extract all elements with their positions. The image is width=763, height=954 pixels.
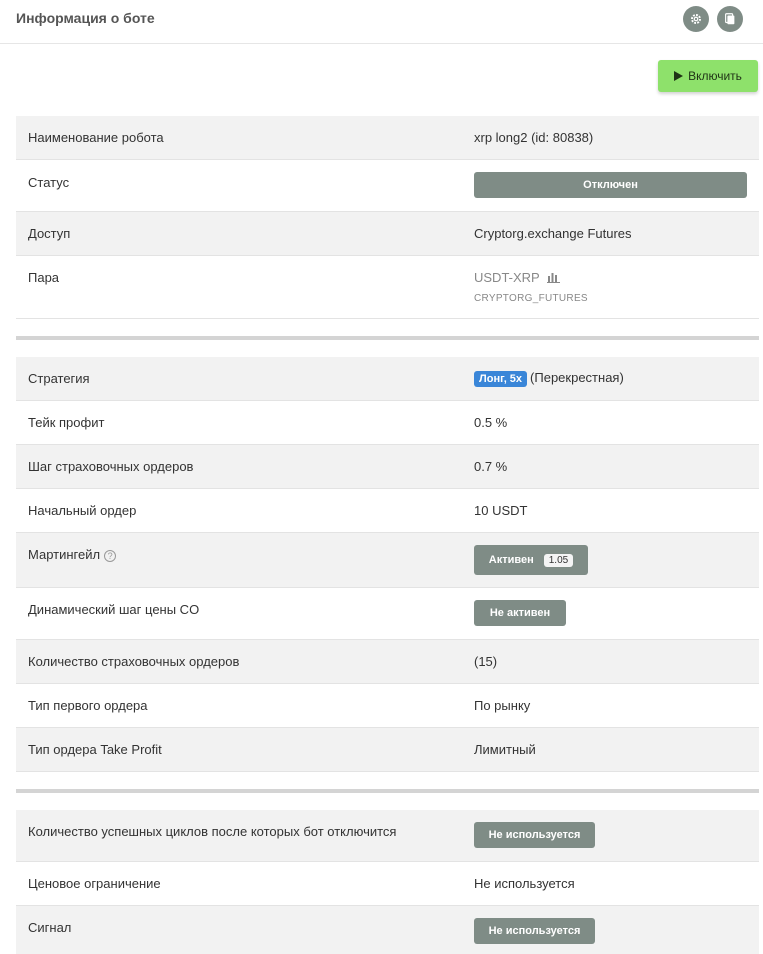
signal-status-badge[interactable]: Не используется: [474, 918, 595, 944]
row-cycles-limit: [16, 810, 759, 862]
row-initial-order: [16, 489, 759, 533]
pair-exchange: CRYPTORG_FUTURES: [474, 293, 588, 304]
first-order-type-value: По рынку: [474, 698, 531, 713]
martingale-label-wrap: [28, 547, 116, 562]
access-label: Доступ: [28, 226, 71, 241]
tp-order-type-label: Тип ордера Take Profit: [28, 742, 162, 757]
row-access: [16, 212, 759, 256]
panel-header: [0, 0, 763, 44]
martingale-label: Мартингейл: [28, 547, 101, 562]
take-profit-label: Тейк профит: [28, 415, 105, 430]
price-limit-label: Ценовое ограничение: [28, 876, 161, 891]
play-icon: [674, 71, 683, 81]
safety-step-label: Шаг страховочных ордеров: [28, 459, 194, 474]
row-safety-step: [16, 445, 759, 489]
section-divider: [16, 789, 759, 793]
row-first-order-type: [16, 684, 759, 728]
row-tp-order-type: [16, 728, 759, 772]
row-dynamic-step: [16, 588, 759, 640]
price-limit-value: Не используется: [474, 876, 575, 891]
copy-icon: [723, 12, 737, 26]
row-status: [16, 160, 759, 212]
martingale-status-badge[interactable]: [474, 545, 588, 575]
martingale-status: Активен: [488, 554, 534, 566]
cycles-label: Количество успешных циклов после которых бот отключится: [28, 824, 397, 839]
strategy-value: [474, 370, 624, 387]
pair-label: Пара: [28, 270, 60, 285]
enable-button[interactable]: [658, 60, 758, 92]
tp-order-type-value: Лимитный: [474, 742, 536, 757]
row-martingale: [16, 533, 759, 588]
initial-order-value: 10 USDT: [474, 503, 528, 518]
row-safety-count: [16, 640, 759, 684]
martingale-value: 1.05: [544, 554, 573, 567]
row-pair: [16, 256, 759, 319]
robot-name-value: xrp long2 (id: 80838): [474, 130, 594, 145]
initial-order-label: Начальный ордер: [28, 503, 137, 518]
strategy-type: (Перекрестная): [530, 370, 624, 385]
row-take-profit: [16, 401, 759, 445]
status-label: Статус: [28, 175, 70, 190]
enable-button-label: Включить: [688, 69, 742, 83]
safety-step-value: 0.7 %: [474, 459, 508, 474]
strategy-label: Стратегия: [28, 371, 90, 386]
chart-icon[interactable]: [547, 271, 560, 283]
dynamic-step-label: Динамический шаг цены CO: [28, 602, 200, 617]
access-value: Cryptorg.exchange Futures: [474, 226, 632, 241]
page-title: Информация о боте: [16, 10, 155, 26]
robot-name-label: Наименование робота: [28, 130, 164, 145]
status-badge[interactable]: Отключен: [474, 172, 747, 198]
row-strategy: [16, 357, 759, 401]
cycles-status-badge[interactable]: Не используется: [474, 822, 595, 848]
help-icon[interactable]: ?: [104, 550, 116, 562]
dynamic-step-badge[interactable]: Не активен: [474, 600, 566, 626]
settings-button[interactable]: [683, 6, 709, 32]
safety-count-value: (15): [474, 654, 498, 669]
row-price-limit: [16, 862, 759, 906]
pair-value[interactable]: [474, 270, 560, 285]
signal-label: Сигнал: [28, 920, 72, 935]
copy-button[interactable]: [717, 6, 743, 32]
section-divider: [16, 336, 759, 340]
safety-count-label: Количество страховочных ордеров: [28, 654, 240, 669]
strategy-badge: Лонг, 5x: [474, 371, 527, 387]
take-profit-value: 0.5 %: [474, 415, 508, 430]
pair-link[interactable]: USDT-XRP: [474, 270, 540, 285]
first-order-type-label: Тип первого ордера: [28, 698, 148, 713]
gear-icon: [689, 12, 703, 26]
row-robot-name: [16, 116, 759, 160]
row-signal: [16, 906, 759, 954]
